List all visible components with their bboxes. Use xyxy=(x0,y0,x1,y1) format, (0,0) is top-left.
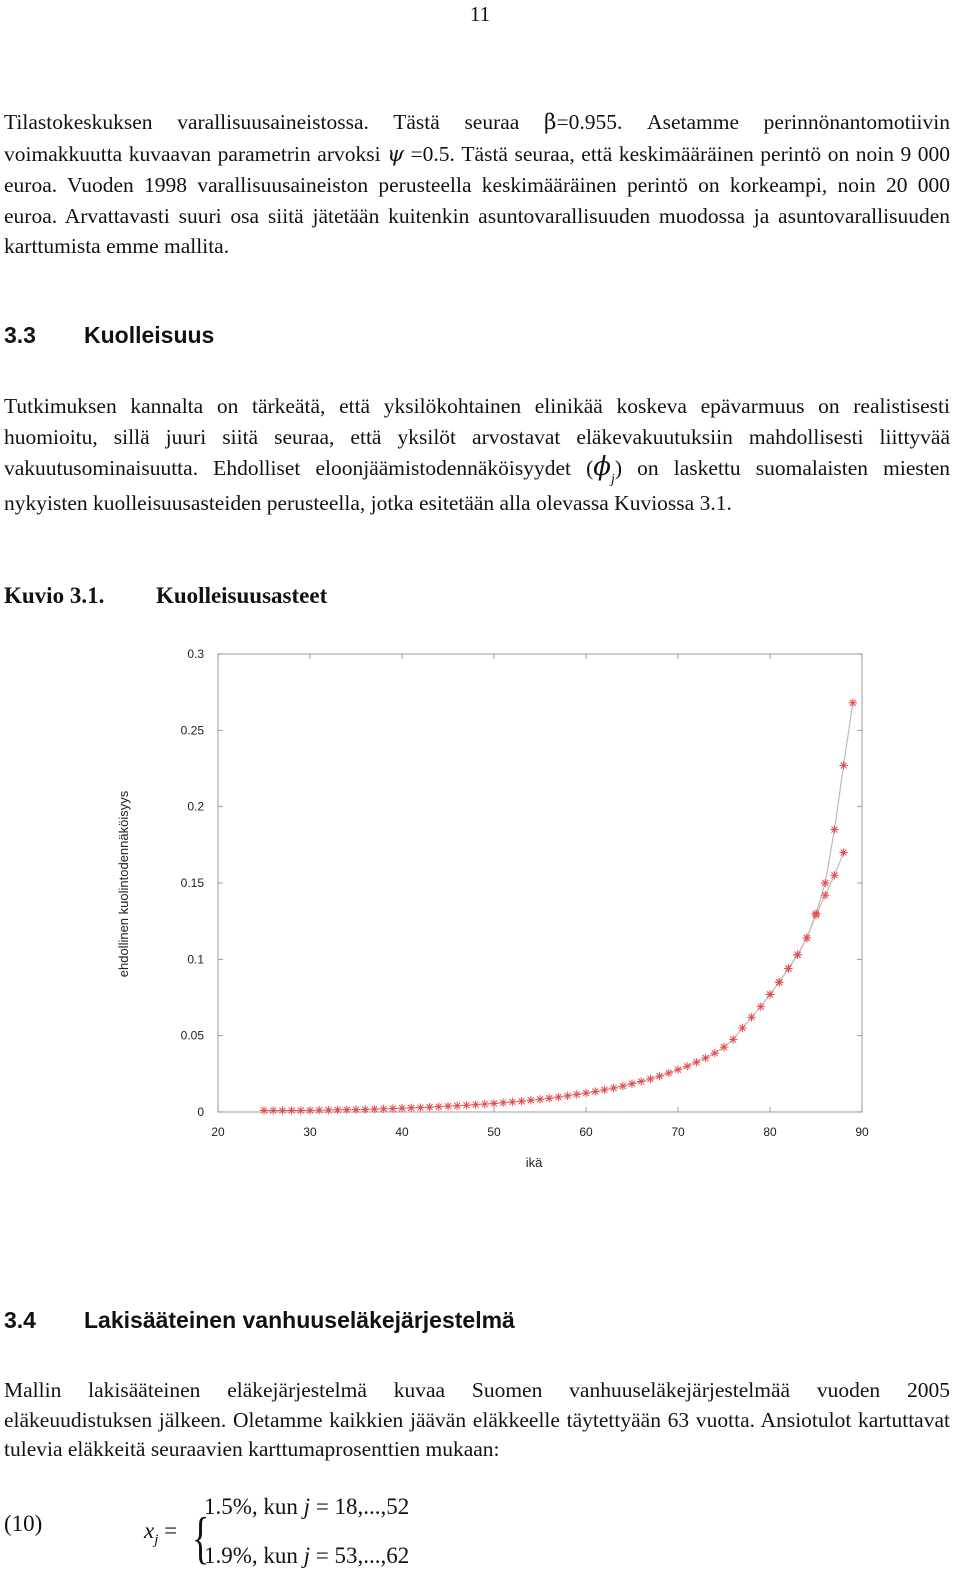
data-point xyxy=(435,1102,443,1110)
data-point xyxy=(333,1106,341,1114)
data-point xyxy=(655,1072,663,1080)
data-point xyxy=(720,1043,728,1051)
section-number: 3.3 xyxy=(4,322,36,348)
data-point xyxy=(453,1102,461,1110)
data-point xyxy=(646,1075,654,1083)
x-tick-label: 20 xyxy=(211,1125,225,1139)
data-point xyxy=(352,1105,360,1113)
phi-symbol: ϕ xyxy=(593,452,612,482)
paragraph-pension: Mallin lakisääteinen eläkejärjestelmä kuvaa Suomen vanhuuseläkejärjestelmää vuoden 2005 eläkeuudistuksen jälkeen. Oletamme kaikkien jäävän eläkkeelle täytettyään 63 vuotta. Ansiotulot kartuttavat tulevia eläkkeitä seuraavien karttumaprosenttien mukaan: xyxy=(4,1378,950,1461)
equation-case-2 xyxy=(204,1543,409,1569)
phi-subscript: j xyxy=(611,472,615,487)
data-point xyxy=(683,1062,691,1070)
y-tick-label: 0.1 xyxy=(187,952,204,967)
equation-case-1 xyxy=(204,1494,409,1520)
data-point xyxy=(784,964,792,972)
data-point xyxy=(481,1100,489,1108)
data-point xyxy=(821,879,829,887)
data-point xyxy=(775,978,783,986)
data-point xyxy=(462,1101,470,1109)
data-point xyxy=(582,1089,590,1097)
data-point xyxy=(757,1002,765,1010)
section-title: Kuolleisuus xyxy=(84,322,215,348)
figure-label: Kuvio 3.1. xyxy=(4,583,105,608)
data-point xyxy=(554,1093,562,1101)
mortality-chart xyxy=(100,630,880,1190)
data-point xyxy=(315,1106,323,1114)
y-tick-label: 0.05 xyxy=(180,1028,204,1043)
data-point xyxy=(573,1090,581,1098)
data-point xyxy=(849,699,857,707)
plot-frame xyxy=(218,654,862,1112)
x-tick-label: 70 xyxy=(671,1125,685,1139)
data-point xyxy=(692,1058,700,1066)
data-point xyxy=(536,1095,544,1103)
figure-title: Kuolleisuusasteet xyxy=(156,583,328,608)
psi-symbol: ψ xyxy=(387,141,404,167)
paragraph-text: ) on laskettu suomalaisten miesten nykyisten kuolleisuusasteiden perusteella, jotka esitetään alla olevassa Kuviossa 3.1. xyxy=(4,456,950,515)
series-line xyxy=(770,703,853,995)
x-tick-label: 30 xyxy=(303,1125,317,1139)
data-point xyxy=(674,1066,682,1074)
data-point xyxy=(563,1092,571,1100)
data-point xyxy=(628,1080,636,1088)
data-point xyxy=(609,1084,617,1092)
equation-number: (10) xyxy=(4,1511,43,1536)
data-point xyxy=(637,1077,645,1085)
data-point xyxy=(545,1094,553,1102)
data-point xyxy=(278,1106,286,1114)
data-point xyxy=(619,1082,627,1090)
case-condition: = 53,...,62 xyxy=(310,1543,410,1568)
data-point xyxy=(389,1104,397,1112)
data-point xyxy=(839,848,847,856)
paragraph-text: =0.955. Asetamme perinnönantomotiivin voimakkuutta kuvaavan parametrin arvoksi xyxy=(4,110,950,166)
data-point xyxy=(527,1096,535,1104)
data-point xyxy=(370,1105,378,1113)
case-rate: 1.5%, kun xyxy=(204,1494,304,1519)
data-point xyxy=(425,1103,433,1111)
data-point xyxy=(379,1105,387,1113)
data-point xyxy=(490,1099,498,1107)
case-condition: = 18,...,52 xyxy=(310,1494,410,1519)
data-point xyxy=(747,1013,755,1021)
data-point xyxy=(361,1105,369,1113)
data-point xyxy=(729,1035,737,1043)
y-axis-label: ehdollinen kuolintodennäköisyys xyxy=(116,790,131,978)
series-line xyxy=(264,853,844,1111)
x-tick-label: 60 xyxy=(579,1125,593,1139)
page-number: 11 xyxy=(469,2,491,26)
paragraph-text: Tilastokeskuksen varallisuusaineistossa. Tästä seuraa xyxy=(4,110,545,134)
equation-lhs xyxy=(144,1518,178,1548)
data-point xyxy=(812,909,820,917)
beta-symbol: β xyxy=(544,110,557,135)
data-point xyxy=(766,990,774,998)
data-point xyxy=(600,1086,608,1094)
chart-axes xyxy=(181,647,869,1139)
data-point xyxy=(793,951,801,959)
y-tick-label: 0 xyxy=(197,1105,204,1119)
data-point xyxy=(306,1106,314,1114)
data-point xyxy=(324,1106,332,1114)
data-point xyxy=(416,1103,424,1111)
y-tick-label: 0.3 xyxy=(187,647,204,661)
data-point xyxy=(591,1087,599,1095)
x-axis-label: ikä xyxy=(525,1155,543,1170)
section-number: 3.4 xyxy=(4,1307,36,1333)
paragraph-inheritance xyxy=(4,107,950,262)
section-heading-pension xyxy=(4,1307,515,1334)
paragraph-text: Tutkimuksen kannalta on tärkeätä, että yksilökohtainen elinikää koskeva epävarmuus on realistisesti huomioitu, sillä juuri siitä seuraa, että yksilöt arvostavat eläkevakuutuksiin mahdollisesti liittyvää vakuutusominaisuutta. Ehdolliset eloonjäämistodennäköisyydet ( xyxy=(4,394,950,480)
x-tick-label: 50 xyxy=(487,1125,501,1139)
equation-brace: { xyxy=(192,1505,210,1570)
x-tick-label: 80 xyxy=(763,1125,777,1139)
data-point xyxy=(269,1106,277,1114)
data-point xyxy=(287,1106,295,1114)
section-heading-mortality xyxy=(4,322,214,349)
case-variable: j xyxy=(303,1494,311,1519)
data-point xyxy=(738,1024,746,1032)
x-tick-label: 40 xyxy=(395,1125,409,1139)
section-title: Lakisääteinen vanhuuseläkejärjestelmä xyxy=(84,1307,515,1333)
data-point xyxy=(499,1098,507,1106)
data-point xyxy=(260,1106,268,1114)
data-point xyxy=(398,1104,406,1112)
data-point xyxy=(517,1097,525,1105)
paragraph-mortality xyxy=(4,391,950,518)
equation-subscript: j xyxy=(154,1532,159,1548)
case-rate: 1.9%, kun xyxy=(204,1543,304,1568)
y-tick-label: 0.25 xyxy=(180,723,204,738)
paragraph-text: =0.5. Tästä seuraa, että keskimääräinen perintö on noin 9 000 euroa. Vuoden 1998 varallisuusaineiston perusteella keskimääräinen perintö on korkeampi, noin 20 000 euroa. Arvattavasti suuri osa siitä jätetään kuitenkin asuntovarallisuuden muodossa ja asuntovarallisuuden karttumista emme mallita. xyxy=(4,141,950,258)
y-tick-label: 0.15 xyxy=(180,876,204,890)
figure-caption xyxy=(4,583,328,609)
chart-marks xyxy=(260,699,857,1115)
data-point xyxy=(830,871,838,879)
data-point xyxy=(821,891,829,899)
x-tick-label: 90 xyxy=(855,1125,869,1139)
data-point xyxy=(343,1106,351,1114)
data-point xyxy=(508,1098,516,1106)
data-point xyxy=(711,1049,719,1057)
equation-equals: = xyxy=(164,1518,178,1543)
y-tick-label: 0.2 xyxy=(187,799,204,814)
data-point xyxy=(297,1106,305,1114)
data-point xyxy=(471,1100,479,1108)
data-point xyxy=(407,1104,415,1112)
data-point xyxy=(701,1054,709,1062)
data-point xyxy=(830,825,838,833)
data-point xyxy=(839,761,847,769)
data-point xyxy=(444,1102,452,1110)
data-point xyxy=(665,1069,673,1077)
case-variable: j xyxy=(303,1543,311,1568)
data-point xyxy=(803,934,811,942)
equation-variable: x xyxy=(144,1518,155,1543)
